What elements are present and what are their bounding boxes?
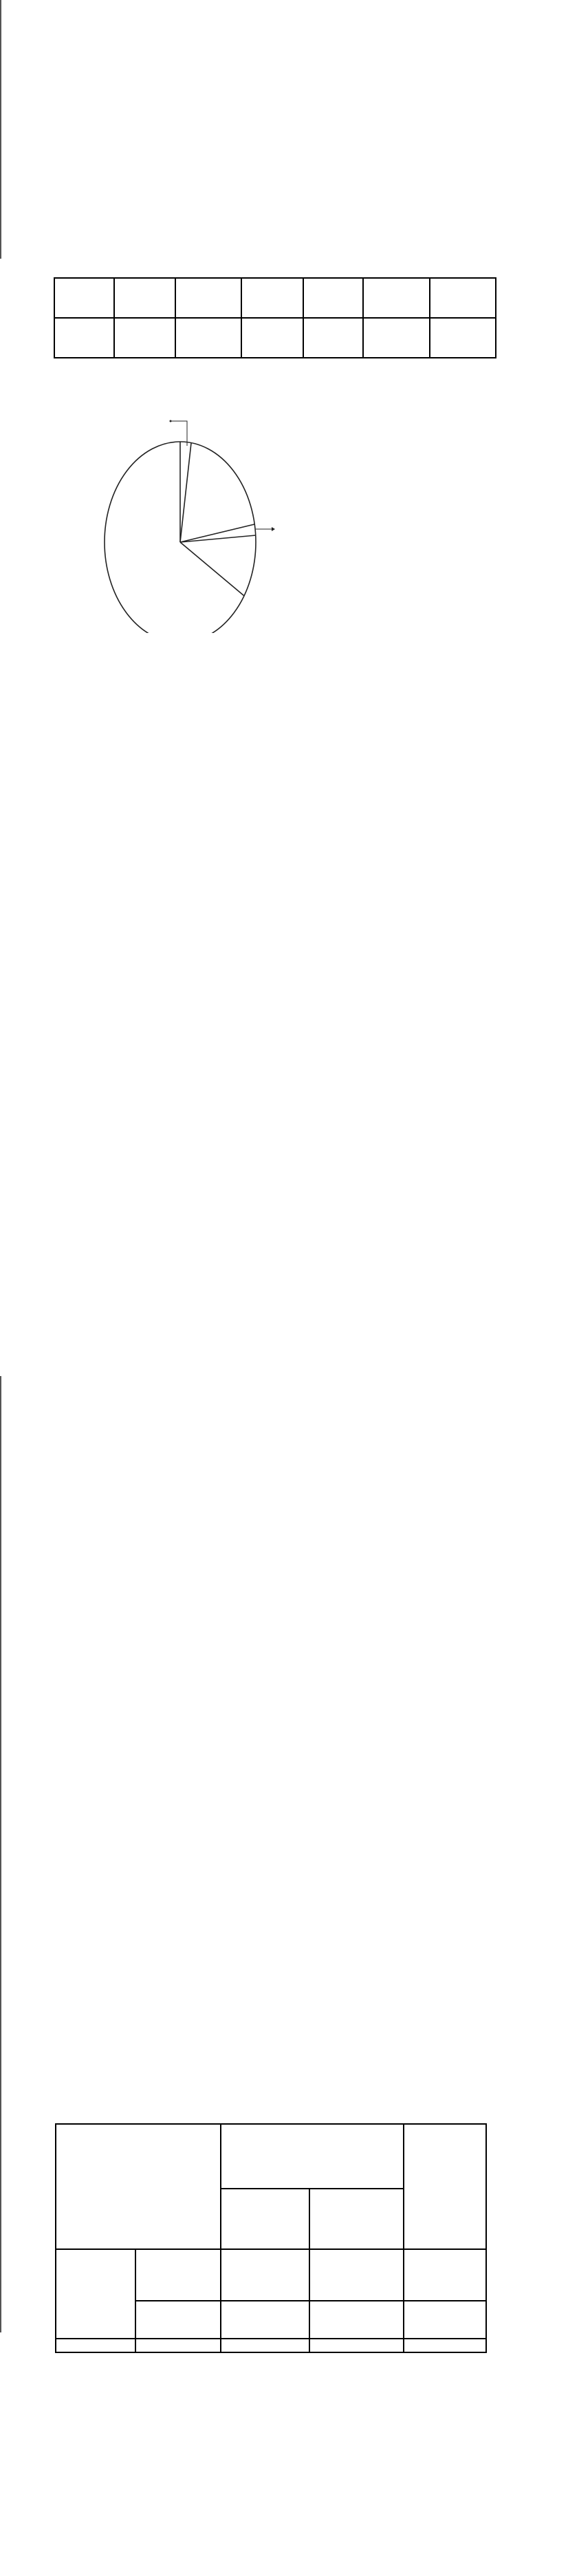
table-cell bbox=[175, 318, 241, 358]
table-cell bbox=[221, 2301, 309, 2352]
line-chart-construction-growth bbox=[69, 1063, 481, 1335]
table-cell bbox=[241, 278, 303, 318]
table-cell bbox=[363, 278, 430, 318]
table-cell bbox=[221, 2249, 309, 2301]
table-row bbox=[54, 278, 496, 318]
row-label bbox=[135, 2301, 221, 2352]
row-group-2017 bbox=[56, 2249, 135, 2352]
page-frame-line bbox=[0, 0, 1, 259]
header-employer bbox=[221, 2189, 309, 2249]
table-cell bbox=[241, 318, 303, 358]
table-cell bbox=[114, 318, 175, 358]
line-chart-manufacturing-service bbox=[69, 705, 481, 1001]
pie-chart bbox=[41, 399, 399, 633]
source-data-table bbox=[54, 277, 496, 358]
table-1-bottom-border bbox=[55, 2338, 487, 2339]
table-cell bbox=[404, 2249, 486, 2301]
table-row bbox=[54, 318, 496, 358]
header-2018 bbox=[221, 2124, 404, 2189]
table-cell bbox=[54, 318, 114, 358]
table-cell bbox=[303, 318, 363, 358]
table-cell bbox=[363, 318, 430, 358]
table-cell bbox=[114, 278, 175, 318]
header-total bbox=[404, 2124, 486, 2249]
row-label bbox=[135, 2249, 221, 2301]
table-cell bbox=[54, 278, 114, 318]
table-row bbox=[56, 2249, 486, 2301]
table-cell bbox=[404, 2301, 486, 2352]
table-cell bbox=[303, 278, 363, 318]
table-cell bbox=[430, 318, 496, 358]
table-1-employment-change bbox=[55, 2123, 487, 2353]
page-frame-line bbox=[0, 1376, 1, 2332]
header-category bbox=[56, 2124, 221, 2249]
header-employee bbox=[309, 2189, 404, 2249]
table-cell bbox=[430, 278, 496, 318]
table-cell bbox=[175, 278, 241, 318]
table-cell bbox=[309, 2301, 404, 2352]
table-cell bbox=[309, 2249, 404, 2301]
line-chart-total-growth bbox=[69, 1437, 481, 1739]
